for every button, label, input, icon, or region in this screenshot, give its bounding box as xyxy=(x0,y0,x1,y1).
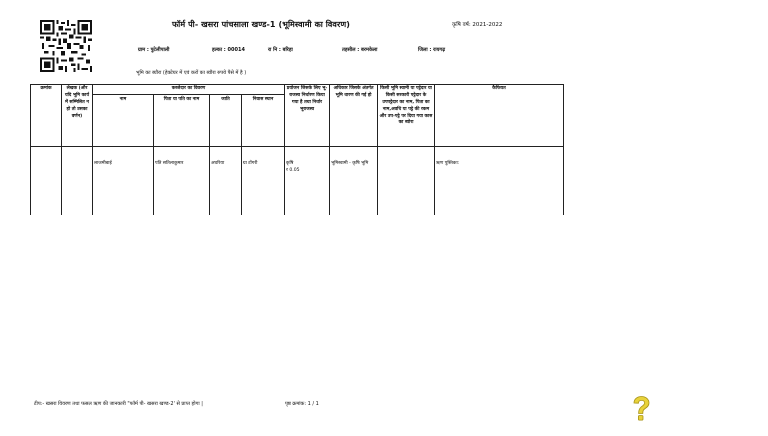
cell-lease xyxy=(378,146,435,215)
village-label: ग्राम : पुटेलीपाली xyxy=(138,47,170,53)
qr-code-icon xyxy=(40,20,92,72)
tehsil-label: तहसील : बरमकेला xyxy=(342,47,378,53)
col-lease: किसी भूमि स्वामी या पट्टेदार या किसी सरकारी पट्टेदार के उपपट्टेदार का नाम, पिता का नाम,अवधि या पट्टे की रकम और उप-पट्टे पर दिया गया कास का ब्योरा xyxy=(378,85,435,147)
col-father: पिता या पति का नाम xyxy=(154,94,210,146)
form-title: फॉर्म पी- खसरा पांचसाला खण्ड-1 (भूमिस्वामी का विवरण) xyxy=(172,20,350,29)
col-owner-serial: लेखक (और यदि भूमि कार्य में सम्मिलित न हो तो उसका वर्णन) xyxy=(62,85,93,147)
cell-caste: अघरिया xyxy=(210,146,242,215)
table-row xyxy=(31,146,564,215)
cell-holding: भूमिस्वामी - कृषि भूमि xyxy=(330,146,378,215)
halka-label: हल्का : 00014 xyxy=(212,47,245,53)
units-note: भूमि का ब्यौरा (हेक्टेयर में एवं करों का ब्यौरा रुपये पैसे में है ) xyxy=(136,70,247,76)
cell-serial xyxy=(31,146,62,215)
col-caste: जाति xyxy=(210,94,242,146)
page-number: पृष्ठ क्रमांक: 1 / 1 xyxy=(285,401,319,407)
cell-name: लाजमीबाई xyxy=(93,146,154,215)
khasra-table xyxy=(30,84,564,215)
cell-residence: ग्रा टोंगरी xyxy=(242,146,285,215)
col-remarks: कैफियत xyxy=(435,85,564,147)
col-rights: प्रयोजन जिसके लिए भू-राजस्व निर्धारण किया गया है तथा निर्धार भूराजस्व xyxy=(285,85,330,147)
district-label: जिला : रायगढ़ xyxy=(418,47,446,53)
cell-remarks: ऋण पुस्तिका: xyxy=(435,146,564,215)
ri-label: रा नि : बरिहा xyxy=(268,47,293,53)
col-holding: अधिकार जिसके अंतर्गत भूमि धारण की गई हो xyxy=(330,85,378,147)
agri-year: कृषि वर्ष: 2021-2022 xyxy=(452,22,503,28)
col-residence: निवास स्थान xyxy=(242,94,285,146)
col-occupant-group: कब्जेदार का विवरण xyxy=(93,85,285,95)
cell-rights-purpose: कृषि xyxy=(286,160,294,166)
help-question-icon[interactable] xyxy=(630,396,652,422)
cell-rights xyxy=(285,146,330,215)
footer-note: टीप:- खसरा विवरण तथा फसल ऋण की जानकारी "फॉर्म पी- खसरा खण्ड-2' से प्राप्त होगा | xyxy=(34,401,203,407)
cell-rights-revenue: र 0.05 xyxy=(286,167,300,173)
col-name: नाम xyxy=(93,94,154,146)
cell-owner-serial xyxy=(62,146,93,215)
cell-father: पति सतिलाकुमार xyxy=(154,146,210,215)
col-serial: क्रमांक xyxy=(31,85,62,147)
